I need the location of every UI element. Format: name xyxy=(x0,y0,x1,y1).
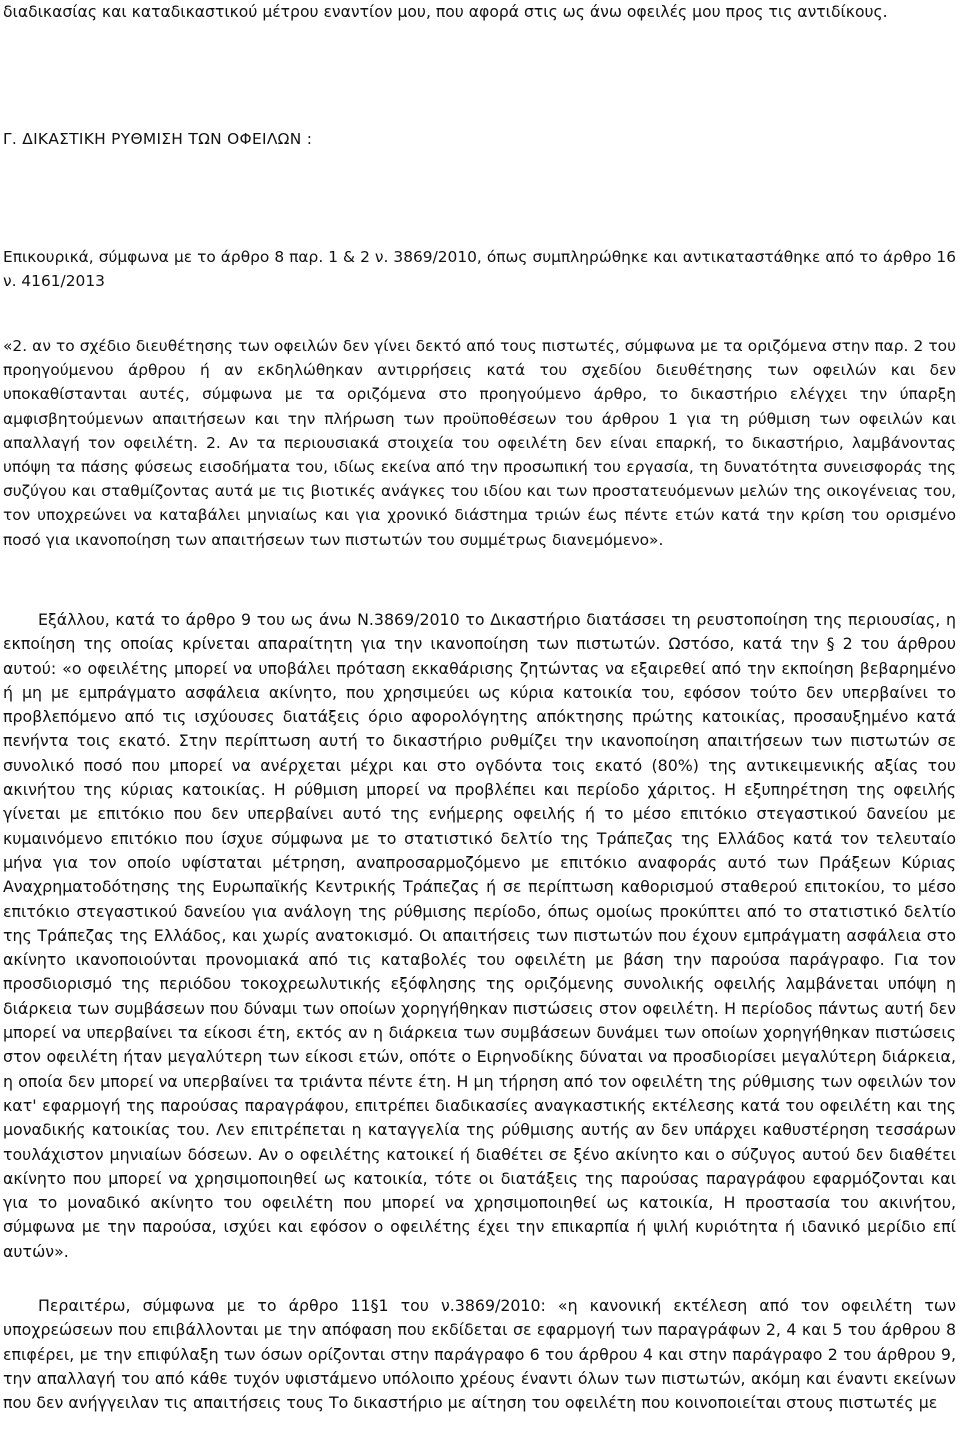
section-heading: Γ. ΔΙΚΑΣΤΙΚΗ ΡΥΘΜΙΣΗ ΤΩΝ ΟΦΕΙΛΩΝ : xyxy=(3,130,313,148)
supporting-paragraph: Επικουρικά, σύμφωνα με το άρθρο 8 παρ. 1 & 2 ν. 3869/2010, όπως συμπληρώθηκε και αντικαταστάθηκε από το άρθρο 16 ν. 4161/2013 xyxy=(3,248,956,291)
intro-paragraph: διαδικασίας και καταδικαστικού μέτρου εναντίον μου, που αφορά στις ως άνω οφειλές μου προς τις αντιδίκους. xyxy=(3,3,888,21)
quoted-provision-paragraph: «2. αν το σχέδιο διευθέτησης των οφειλών δεν γίνει δεκτό από τους πιστωτές, σύμφωνα με τα οριζόμενα στην παρ. 2 του προηγούμενου άρθρου ή αν εκδηλώθηκαν αντιρρήσεις κατά του σχεδίου διευθέτησης των οφειλών και δεν υποκαθίστανται αυτές, σύμφωνα με τα οριζόμενα στο προηγούμενο άρθρο, το δικαστήριο ελέγχει την ύπαρξη αμφισβητούμενων απαιτήσεων και την πλήρωση των προϋποθέσεων του άρθρου 1 για τη ρύθμιση των οφειλών και απαλλαγή τον οφειλέτη. 2. Αν τα περιουσιακά στοιχεία του οφειλέτη δεν είναι επαρκή, το δικαστήριο, λαμβάνοντας υπόψη τα πάσης φύσεως εισοδήματα του, ιδίως εκείνα από την προσωπική του εργασία, τη δυνατότητα συνεισφοράς της συζύγου και σταθμίζοντας αυτά με τις βιοτικές ανάγκες του ιδίου και των προστατευόμενων μελών της οικογένειας του, τον υποχρεώνει να καταβάλει μηνιαίως και για χρονικό διάστημα τριών έως πέντε ετών κατά την κρίση του ορισμένο ποσό για ικανοποίηση των απαιτήσεων των πιστωτών του συμμέτρως διανεμόμενο». xyxy=(3,337,956,549)
main-paragraph xyxy=(3,608,956,1264)
further-paragraph xyxy=(3,1294,956,1415)
main-paragraph-text: Εξάλλου, κατά το άρθρο 9 του ως άνω Ν.3869/2010 το Δικαστήριο διατάσσει τη ρευστοποίηση της περιουσίας, η εκποίηση της οποίας κρίνεται απαραίτητη για την ικανοποίηση των πιστωτών. Ωστόσο, κατά την § 2 του άρθρου αυτού: «ο οφειλέτης μπορεί να υποβάλει πρόταση εκκαθάρισης ζητώντας να εξαιρεθεί από την εκποίηση βεβαρημένο ή μη με εμπράγματο ασφάλεια ακίνητο, που χρησιμεύει ως κύρια κατοικία του, εφόσον τούτο δεν υπερβαίνει το προβλεπόμενο από τις ισχύουσες διατάξεις όριο αφορολόγητης απόκτησης πρώτης κατοικίας, προσαυξημένο κατά πενήντα τοις εκατό. Στην περίπτωση αυτή το δικαστήριο ρυθμίζει την ικανοποίηση απαιτήσεων των πιστωτών σε συνολικό ποσό που μπορεί να ανέρχεται μέχρι και στο ογδόντα τοις εκατό (80%) της αντικειμενικής αξίας του ακινήτου της κύριας κατοικίας. Η ρύθμιση μπορεί να προβλέπει και περίοδο χάριτος. Η εξυπηρέτηση της οφειλής γίνεται με επιτόκιο που δεν υπερβαίνει αυτό της ενήμερης οφειλής ή το μέσο επιτόκιο στεγαστικού δανείου με κυμαινόμενο επιτόκιο που ίσχυε σύμφωνα με το στατιστικό δελτίο της Τράπεζας της Ελλάδος κατά τον τελευταίο μήνα για τον οποίο υφίσταται μέτρηση, αναπροσαρμοζόμενο με επιτόκιο αναφοράς αυτό των Πράξεων Κύριας Αναχρηματοδότησης της Ευρωπαϊκής Κεντρικής Τράπεζας ή σε περίπτωση καθορισμού σταθερού επιτοκίου, το μέσο επιτόκιο στεγαστικού δανείου για ανάλογη της ρύθμισης περίοδο, όπως ομοίως προκύπτει από το στατιστικό δελτίο της Τράπεζας της Ελλάδος, και χωρίς ανατοκισμό. Οι απαιτήσεις των πιστωτών που έχουν εμπράγματη ασφάλεια στο ακίνητο ικανοποιούνται προνομιακά από τις καταβολές του οφειλέτη με βάση την παρούσα παράγραφο. Για τον προσδιορισμό της περιόδου τοκοχρεωλυτικής εξόφλησης της οριζόμενης συνολικής οφειλής λαμβάνεται υπόψη η διάρκεια των συμβάσεων που δύναμι των οποίων χορηγήθηκαν πιστώσεις στον οφειλέτη. Η περίοδος πάντως αυτή δεν μπορεί να υπερβαίνει τα είκοσι έτη, εκτός αν η διάρκεια των συμβάσεων δυνάμει των οποίων χορηγήθηκαν πιστώσεις στον οφειλέτη ήταν μεγαλύτερη των είκοσι ετών, οπότε ο Ειρηνοδίκης δύναται να προσδιορίσει μεγαλύτερη διάρκεια, η οποία δεν μπορεί να υπερβαίνει τα τριάντα πέντε έτη. Η μη τήρηση από τον οφειλέτη της ρύθμισης των οφειλών τον κατ' εφαρμογή της παρούσας παραγράφου, επιτρέπει διαδικασίες αναγκαστικής εκτέλεσης κατά του οφειλέτη και της μοναδικής κατοικίας του. Λεν επιτρέπεται η καταγγελία της ρύθμισης αυτής αν δεν υπάρχει καθυστέρηση τεσσάρων τουλάχιστον μηνιαίων δόσεων. Αν ο οφειλέτης κατοικεί ή διαθέτει σε ξένο ακίνητο και ο σύζυγος αυτού δεν διαθέτει ακίνητο που μπορεί να χρησιμοποιηθεί ως κατοικία, τότε οι διατάξεις της παρούσας παραγράφου εφαρμόζονται και για το μοναδικό ακίνητο του οφειλέτη που μπορεί να χρησιμοποιηθεί ως κατοικία, Η προστασία του ακινήτου, σύμφωνα με την παρούσα, ισχύει και εφόσον ο οφειλέτης έχει την επικαρπία ή ψιλή κυριότητα ή ιδανικό μερίδιο επί αυτών». xyxy=(3,610,956,1261)
further-paragraph-text: Περαιτέρω, σύμφωνα με το άρθρο 11§1 του ν.3869/2010: «η κανονική εκτέλεση από τον οφειλέτη των υποχρεώσεων που επιβάλλονται με την απόφαση που εκδίδεται σε εφαρμογή των παραγράφων 2, 4 και 5 του άρθρου 8 επιφέρει, με την επιφύλαξη των όσων ορίζονται στην παράγραφο 6 του άρθρου 4 και στην παράγραφο 2 του άρθρου 9, την απαλλαγή του από κάθε τυχόν υφιστάμενο υπόλοιπο χρέους έναντι όλων των πιστωτών, ακόμη και έναντι εκείνων που δεν ανήγγειλαν τις απαιτήσεις τους Το δικαστήριο με αίτηση του οφειλέτη που κοινοποιείται στους πιστωτές με xyxy=(3,1296,956,1413)
